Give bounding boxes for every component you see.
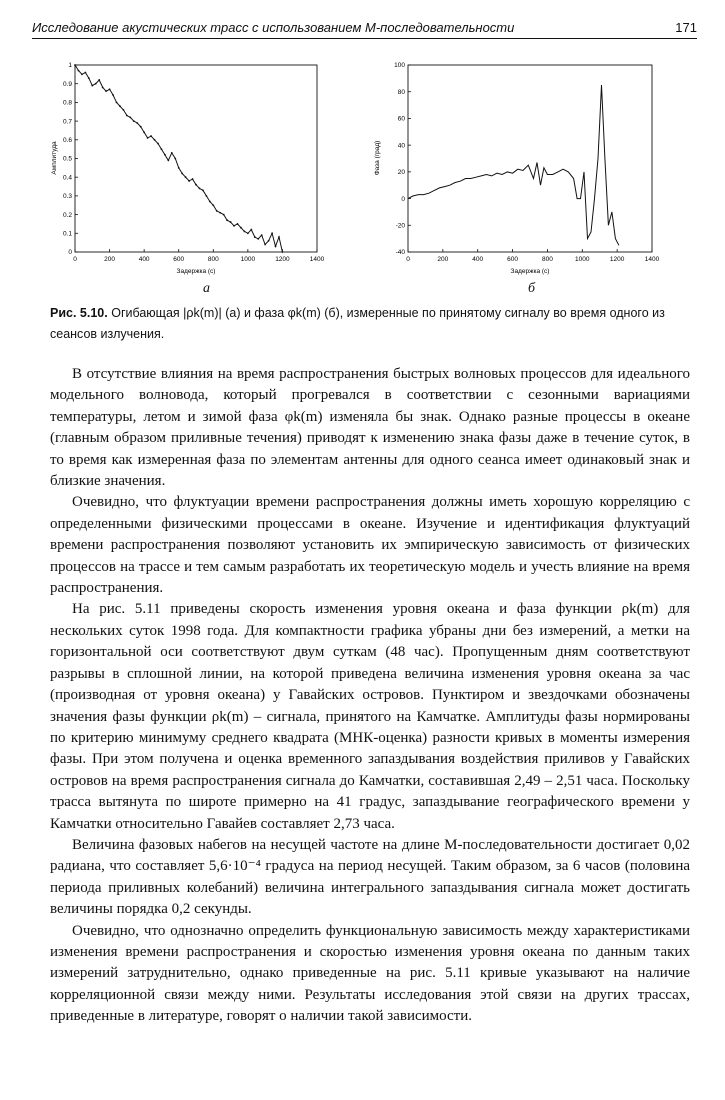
data-point [109,88,111,90]
y-axis-label: Амплитуда [51,141,58,175]
y-tick-label: -20 [395,222,405,230]
y-tick-label: 0.5 [62,155,72,163]
data-point [150,135,152,137]
data-point [136,122,138,124]
x-tick-label: 400 [138,256,150,263]
caption-label: Рис. 5.10. [50,306,108,320]
data-point [181,173,183,175]
header-rule [32,38,697,39]
amplitude-chart [50,58,340,280]
y-tick-label: 0.8 [62,99,72,107]
phase-chart [370,58,670,280]
data-point [74,64,76,66]
data-point [126,115,128,117]
x-axis-label: Задержка (с) [176,268,216,275]
x-tick-label: 1400 [309,256,325,263]
plot-frame [408,65,652,252]
x-tick-label: 400 [472,256,484,263]
paragraph: В отсутствие влияния на время распространения быстрых волновых процессов для идеального модельного волновода, который прогревался в соответствии с сезонными вариациями температуры, летом и зимой фаза φk(m) изменяла бы знак. Однако разные процессы в океане (главным образом приливные течения) приводят к изменению знака фазы даже в течение суток, в то время как измеренная фаза по элементам антенны для одного сеанса имеет одинаковый знак и близкие значения. [50,366,690,490]
y-tick-label: 0.6 [62,137,72,144]
data-point [174,158,176,160]
x-tick-label: 1000 [240,256,256,263]
data-point [212,204,214,206]
y-tick-label: 40 [397,142,405,150]
y-tick-label: 0 [401,195,405,203]
data-point [91,85,93,87]
y-tick-label: -40 [395,249,405,257]
data-point [271,232,273,234]
x-tick-label: 600 [507,256,519,263]
running-title: Исследование акустических трасс с использованием М-последовательности [32,20,515,35]
data-point [264,244,266,246]
data-point [143,131,145,133]
y-tick-label: 0.4 [62,174,72,182]
x-tick-label: 1400 [644,256,660,263]
caption-text: Огибающая |ρk(m)| (а) и фаза φk(m) (б), измеренные по принятому сигналу во время одного из сеансов излучения. [50,306,665,341]
data-point [116,102,118,104]
data-point [233,225,235,227]
data-point [105,90,107,92]
data-point [185,176,187,178]
data-point [268,240,270,242]
data-point [282,251,284,253]
page-number: 171 [675,20,697,35]
x-tick-label: 0 [73,256,77,263]
data-point [157,143,159,145]
data-point [84,72,86,74]
phase-series-line [408,85,619,245]
x-tick-label: 600 [173,256,185,263]
y-tick-label: 80 [397,88,405,96]
paragraph: Очевидно, что однозначно определить функциональную зависимость между характеристиками изменения времени распространения и скоростью изменения уровня океана по данным таких измерений затруднительно, однако приведенные на рис. 5.11 кривые указывают на наличие корреляционной связи между ними. Результаты исследования этой связи на других трассах, приведенные в литературе, говорят о наличии такой зависимости. [50,922,690,1025]
y-axis-label: Фаза (град) [374,140,381,176]
data-point [129,116,131,118]
y-tick-label: 20 [397,169,405,177]
x-tick-label: 1200 [609,256,625,263]
x-tick-label: 200 [437,256,449,263]
data-point [140,126,142,128]
data-point [205,195,207,197]
data-point [98,79,100,81]
running-header [32,18,697,38]
data-point [226,219,228,221]
data-point [119,105,121,107]
data-point [192,178,194,180]
data-point [247,232,249,234]
data-point [202,189,204,191]
panel-a-letter: а [203,281,210,296]
x-tick-label: 800 [207,256,219,263]
data-point [123,109,125,111]
y-tick-label: 0.2 [62,211,72,219]
data-point [188,180,190,182]
paragraph: Очевидно, что флуктуации времени распространения должны иметь хорошую корреляцию с определенными физическими процессами в океане. Изучение и идентификация флуктуаций времени распространения позволяют установить их эмпирическую зависимость от физических процессов на трассе и тем самым разработать их теоретическую модель и учесть влияние на время распространения. [50,494,690,597]
data-point [244,231,246,233]
y-tick-label: 0.1 [62,230,72,238]
data-point [195,184,197,186]
data-point [147,137,149,139]
data-point [275,245,277,247]
data-point [219,212,221,214]
body-text [50,364,690,1028]
y-tick-label: 0.3 [62,193,72,201]
data-point [261,234,263,236]
data-point [95,83,97,85]
y-tick-label: 0.9 [62,80,72,88]
data-point [178,167,180,169]
figure-caption [50,303,675,345]
data-point [112,94,114,96]
data-point [237,223,239,225]
data-point [78,70,80,72]
paragraph: На рис. 5.11 приведены скорость изменения уровня океана и фаза функции ρk(m) для нескольких суток 1998 года. Для компактности графика убраны дни без измерений, а метки на горизонтальной оси соответствуют двум суткам (48 час). Пропущенным дням соответствуют разрывы в сплошной линии, на которой приведена величина изменения уровня океана за час (производная от уровня океана) у Гавайских островов. Пунктиром и звездочками обозначены значения фазы функции ρk(m) – сигнала, принятого на Камчатке. Амплитуды фазы нормированы по критерию минимуму среднего квадрата (МНК-оценка) разности кривых в моменты измерения фазы. При этом получена и оценка временного запаздывания воздействия приливов у Гавайских островов на время распространения сигнала до Камчатки, составившая 2,49 – 2,51 часа. Поскольку трасса вытянута по широте примерно на 41 градус, запаздывание географического времени у Камчатки относительно Гавайев составляет 2,73 часа. [50,601,690,832]
data-point [171,152,173,154]
data-point [240,227,242,229]
x-tick-label: 800 [541,256,553,263]
panel-b-letter: б [528,281,536,296]
data-point [250,229,252,231]
data-point [88,77,90,79]
x-tick-label: 200 [104,256,116,263]
y-tick-label: 60 [397,115,405,123]
data-point [257,238,259,240]
data-point [223,214,225,216]
data-point [81,73,83,75]
y-tick-label: 0 [68,249,72,257]
x-tick-label: 1000 [575,256,590,263]
y-tick-label: 0.7 [62,118,72,126]
data-point [216,210,218,212]
data-point [199,188,201,190]
x-axis-label: Задержка (с) [510,268,550,275]
data-point [161,148,163,150]
x-tick-label: 1200 [275,256,290,263]
data-point [209,201,211,203]
x-tick-label: 0 [406,256,410,263]
data-point [167,159,169,161]
data-point [278,236,280,238]
data-point [254,236,256,238]
y-tick-label: 100 [394,62,405,70]
data-point [164,154,166,156]
data-point [133,120,135,122]
paragraph: Величина фазовых набегов на несущей частоте на длине M-последовательности достигает 0,02 радиана, что составляет 5,6·10⁻⁴ градуса на период несущей. Таким образом, за 6 часов (половина периода приливных колебаний) величина интегрального запаздывания сигнала может достигать величины порядка 0,2 секунды. [50,836,690,918]
data-point [230,221,232,223]
data-point [102,87,104,89]
y-tick-label: 1 [68,62,72,70]
amplitude-series-line [75,65,282,252]
data-point [154,139,156,141]
